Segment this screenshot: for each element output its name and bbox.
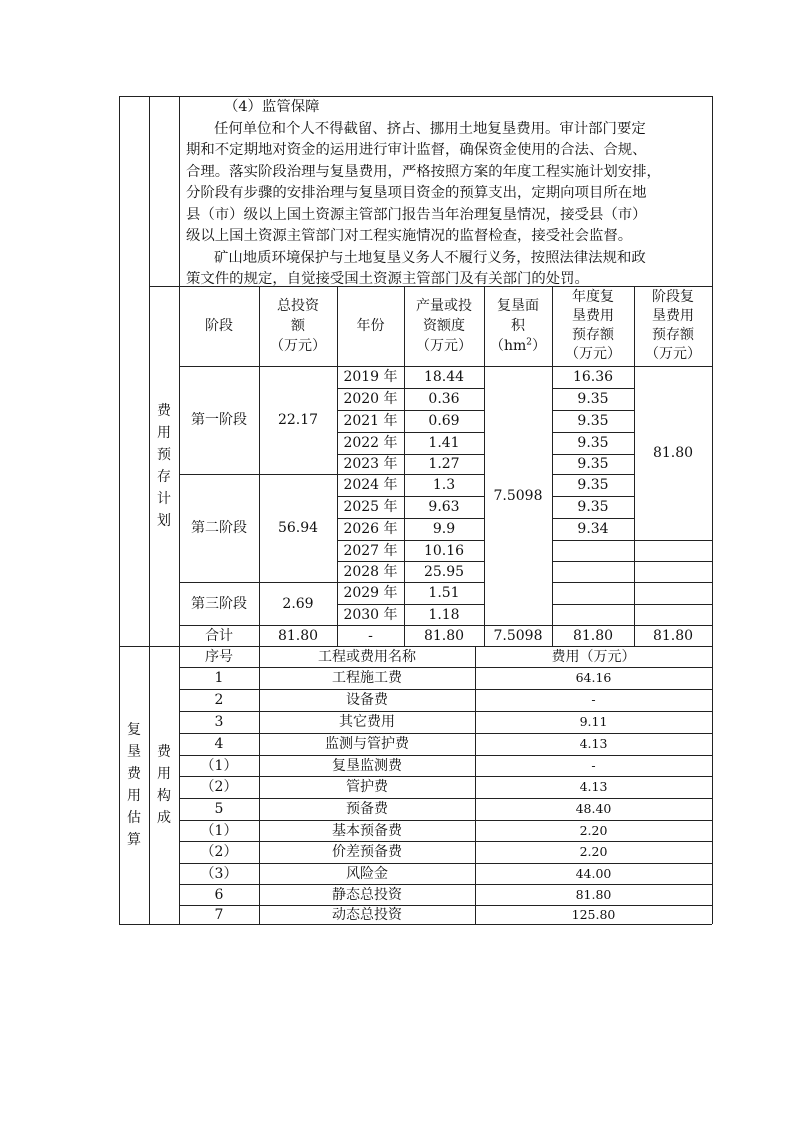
est-name: 动态总投资 xyxy=(332,906,402,923)
header-text: （万元） xyxy=(416,338,472,354)
annual-cell: 9.34 xyxy=(577,521,609,537)
header-text: （万元） xyxy=(270,338,326,354)
total-year: - xyxy=(368,627,373,644)
annual-cell: 16.36 xyxy=(572,369,614,385)
est-name: 工程施工费 xyxy=(332,670,402,686)
header-text: 阶段复 xyxy=(652,289,694,305)
year-cell: 2023 年 xyxy=(343,456,398,472)
output-cell: 0.69 xyxy=(428,413,460,429)
output-cell: 1.27 xyxy=(428,456,460,472)
est-no: （1） xyxy=(200,757,238,774)
est-header-no: 序号 xyxy=(205,648,233,665)
est-cost: - xyxy=(591,757,596,773)
est-cost: 2.20 xyxy=(579,844,608,859)
header-area xyxy=(484,286,552,366)
vertical-label-char: 费 xyxy=(127,766,141,782)
year-cell: 2026 年 xyxy=(343,521,398,537)
vertical-label-char: 存 xyxy=(157,469,171,485)
header-text: 积 xyxy=(511,318,525,334)
total-output: 81.80 xyxy=(423,627,465,644)
paragraph-line: 策文件的规定，自觉接受国土资源主管部门及有关部门的处罚。 xyxy=(186,271,589,287)
paragraph-line: 县（市）级以上国土资源主管部门报告当年治理复垦情况，接受县（市） xyxy=(186,206,647,223)
total-label: 合计 xyxy=(205,627,233,644)
vertical-label-char: 费 xyxy=(157,744,171,760)
year-cell: 2029 年 xyxy=(343,585,398,601)
est-no: 7 xyxy=(214,906,224,923)
annual-cell: 9.35 xyxy=(577,499,609,515)
output-cell: 1.41 xyxy=(428,435,460,451)
est-no: 2 xyxy=(214,692,224,708)
est-cost: 2.20 xyxy=(579,822,608,838)
est-cost: 9.11 xyxy=(579,714,608,729)
stage-deposit-value: 81.80 xyxy=(652,445,694,461)
est-name: 基本预备费 xyxy=(332,822,402,839)
annual-cell: 9.35 xyxy=(577,456,609,472)
est-no: 3 xyxy=(214,714,224,730)
header-text: 年度复 xyxy=(572,289,614,305)
est-name: 设备费 xyxy=(346,692,388,708)
output-cell: 1.3 xyxy=(432,477,456,493)
year-cell: 2028 年 xyxy=(343,563,398,580)
output-cell: 1.51 xyxy=(428,585,460,601)
header-output xyxy=(404,286,484,366)
output-cell: 0.36 xyxy=(428,391,460,407)
area-value: 7.5098 xyxy=(493,487,543,504)
plan-side-label xyxy=(155,400,173,532)
est-name: 静态总投资 xyxy=(332,886,402,903)
total-stage-deposit: 81.80 xyxy=(652,627,694,644)
header-stage: 阶段 xyxy=(205,318,233,334)
est-name: 监测与管护费 xyxy=(325,736,409,752)
vertical-label-char: 用 xyxy=(127,788,141,804)
vertical-label-char: 成 xyxy=(157,810,171,826)
est-no: （1） xyxy=(200,822,238,839)
est-name: 风险金 xyxy=(346,865,388,882)
total-area: 7.5098 xyxy=(493,627,543,644)
vertical-label-char: 用 xyxy=(157,766,171,782)
header-text: （万元） xyxy=(565,346,621,362)
unit-sup: 2 xyxy=(526,337,533,348)
est-name: 预备费 xyxy=(346,801,388,817)
vertical-label-char: 计 xyxy=(157,491,171,507)
header-text: 垦费用 xyxy=(572,308,614,324)
output-cell: 9.63 xyxy=(428,499,460,515)
header-stage-deposit xyxy=(634,286,712,366)
est-cost: - xyxy=(591,692,596,707)
year-cell: 2025 年 xyxy=(343,499,398,515)
header-total-invest xyxy=(259,286,337,366)
header-text: 资额度 xyxy=(423,318,465,334)
stage-name: 第一阶段 xyxy=(191,412,247,428)
header-text: 预存额 xyxy=(652,327,694,343)
header-text: 预存额 xyxy=(572,327,614,343)
est-cost: 44.00 xyxy=(575,865,612,881)
year-cell: 2030 年 xyxy=(343,606,398,623)
vertical-label-char: 垦 xyxy=(127,744,141,760)
est-name: 复垦监测费 xyxy=(332,757,402,774)
header-text: 总投资 xyxy=(277,298,319,314)
output-cell: 18.44 xyxy=(423,369,465,385)
unit-close: ） xyxy=(532,338,547,354)
output-cell: 10.16 xyxy=(423,542,465,559)
year-cell: 2020 年 xyxy=(343,391,398,407)
est-cost: 81.80 xyxy=(575,886,612,902)
year-cell: 2019 年 xyxy=(343,369,398,385)
est-cost: 4.13 xyxy=(579,736,608,751)
paragraph-line: 合理。落实阶段治理与复垦费用，严格按照方案的年度工程实施计划安排， xyxy=(186,163,661,180)
supervision-heading: （4）监管保障 xyxy=(224,99,320,115)
est-cost: 48.40 xyxy=(575,801,612,816)
stage-total: 22.17 xyxy=(277,412,319,428)
est-no: 1 xyxy=(214,670,224,686)
vertical-label-char: 构 xyxy=(157,788,171,804)
est-no: （2） xyxy=(200,844,238,860)
header-text: （万元） xyxy=(645,346,701,362)
year-cell: 2021 年 xyxy=(343,413,398,429)
vertical-label-char: 算 xyxy=(127,832,141,848)
annual-cell: 9.35 xyxy=(577,413,609,429)
est-no: （2） xyxy=(200,779,238,795)
est-no: 5 xyxy=(214,801,224,817)
stage-name: 第二阶段 xyxy=(191,520,247,536)
output-cell: 1.18 xyxy=(428,606,460,623)
output-cell: 9.9 xyxy=(432,521,456,537)
estimate-outer-label xyxy=(125,719,143,851)
vertical-label-char: 划 xyxy=(157,513,171,529)
supervision-section xyxy=(186,97,708,291)
vertical-label-char: 复 xyxy=(127,722,141,738)
paragraph-line: 级以上国土资源主管部门对工程实施情况的监督检查，接受社会监督。 xyxy=(186,228,633,244)
header-text: 额 xyxy=(291,318,305,334)
est-header-cost: 费用（万元） xyxy=(551,648,636,665)
year-cell: 2022 年 xyxy=(343,435,398,451)
est-header-name: 工程或费用名称 xyxy=(318,648,416,665)
header-annual xyxy=(552,286,634,366)
vertical-label-char: 预 xyxy=(157,447,171,463)
est-cost: 125.80 xyxy=(571,906,616,922)
vertical-label-char: 费 xyxy=(157,403,171,419)
header-text: 垦费用 xyxy=(652,308,694,324)
stage-name: 第三阶段 xyxy=(191,595,247,612)
annual-cell: 9.35 xyxy=(577,477,609,493)
est-name: 管护费 xyxy=(346,779,388,795)
header-year: 年份 xyxy=(356,318,385,334)
header-text: 复垦面 xyxy=(497,298,539,314)
vertical-label-char: 用 xyxy=(157,425,171,441)
stage-total: 2.69 xyxy=(282,595,314,612)
annual-cell: 9.35 xyxy=(577,391,609,407)
est-no: 6 xyxy=(214,886,224,903)
paragraph-line: 矿山地质环境保护与土地复垦义务人不履行义务，按照法律法规和政 xyxy=(214,249,646,266)
stage-total: 56.94 xyxy=(277,520,319,536)
est-name: 其它费用 xyxy=(339,714,395,730)
paragraph-line: 任何单位和个人不得截留、挤占、挪用土地复垦费用。审计部门要定 xyxy=(214,120,646,137)
output-cell: 25.95 xyxy=(423,563,465,580)
header-text: 产量或投 xyxy=(416,298,472,314)
est-cost: 64.16 xyxy=(575,670,612,685)
est-no: （3） xyxy=(200,865,238,882)
vertical-label-char: 估 xyxy=(127,810,141,826)
paragraph-line: 分阶段有步骤的安排治理与复垦项目资金的预算支出，定期向项目所在地 xyxy=(186,185,647,201)
est-no: 4 xyxy=(214,736,224,752)
total-annual: 81.80 xyxy=(572,627,614,644)
year-cell: 2027 年 xyxy=(343,542,398,559)
unit-text: （hm xyxy=(489,338,527,354)
annual-cell: 9.35 xyxy=(577,435,609,451)
header-unit xyxy=(490,336,546,356)
paragraph-line: 期和不定期地对资金的运用进行审计监督，确保资金使用的合法、合规、 xyxy=(186,142,647,158)
est-cost: 4.13 xyxy=(579,779,608,794)
total-invest: 81.80 xyxy=(277,627,319,644)
est-name: 价差预备费 xyxy=(332,844,402,860)
year-cell: 2024 年 xyxy=(343,477,398,493)
estimate-inner-label xyxy=(155,741,173,829)
